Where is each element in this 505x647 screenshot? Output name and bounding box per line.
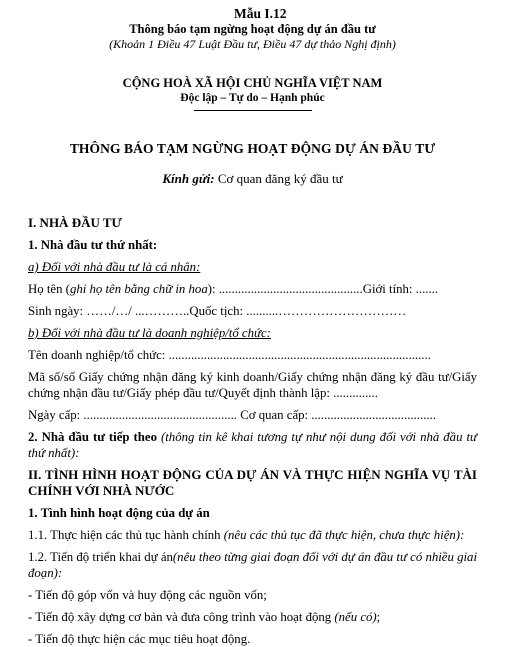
birth-nationality-line: Sinh ngày: ……/…/ ...………..Quốc tịch: ..........…………………………: [28, 304, 407, 318]
nation-name: CỘNG HOÀ XÃ HỘI CHỦ NGHĨA VIỆT NAM: [122, 76, 383, 90]
next-investor-line: [28, 429, 477, 461]
investor-1-heading: 1. Nhà đầu tư thứ nhất:: [28, 238, 158, 252]
bullet-objectives-progress: - Tiến độ thực hiện các mục tiêu hoạt động.: [28, 632, 251, 646]
name-hint: ghi họ tên bằng chữ in hoa: [69, 282, 208, 296]
bullet-construction-progress: [28, 609, 477, 625]
bullet-2-text: - Tiến độ xây dựng cơ bản và đưa công trình vào hoạt động: [28, 610, 335, 624]
section-1-heading: I. NHÀ ĐẦU TƯ: [28, 215, 122, 230]
item-1-2-note: (nêu theo từng giai đoạn đối với dự án đầu tư có nhiều giai đoạn):: [28, 550, 477, 580]
activity-heading: 1. Tình hình hoạt động của dự án: [28, 506, 210, 520]
nation-motto: Độc lập – Tự do – Hạnh phúc: [180, 92, 325, 104]
item-1-1-label: 1.1. Thực hiện các thủ tục hành chính: [28, 528, 224, 542]
item-1-2: [28, 549, 477, 581]
name-gender-line: [28, 281, 477, 297]
item-1-1: [28, 527, 477, 543]
bullet-2-note: (nếu có): [334, 610, 377, 624]
org-investor-heading: b) Đối với nhà đầu tư là doanh nghiệp/tổ chức:: [28, 326, 271, 340]
individual-investor-heading: a) Đối với nhà đầu tư là cá nhân:: [28, 260, 201, 274]
name-fill: ): .............................................Giới tính: .......: [207, 282, 439, 296]
next-investor-note: (thông tin kê khai tương tự như nội dung đối với nhà đầu tư thứ nhất):: [28, 430, 477, 460]
certificate-line: Mã số/số Giấy chứng nhận đăng ký kinh doanh/Giấy chứng nhận đăng ký đầu tư/Giấy chứng nhận đầu tư/Giấy phép đầu tư/Quyết định thành lập: ..............: [28, 370, 477, 400]
bullet-2-end: ;: [376, 610, 381, 624]
document-title: THÔNG BÁO TẠM NGỪNG HOẠT ĐỘNG DỰ ÁN ĐẦU TƯ: [69, 141, 436, 156]
issue-date-line: Ngày cấp: ................................................ Cơ quan cấp: .......................................: [28, 408, 437, 422]
motto-underline: [194, 110, 312, 111]
item-1-2-label: 1.2. Tiến độ triển khai dự án: [28, 550, 173, 564]
recipient-label: Kính gửi:: [162, 171, 215, 186]
form-number: Mẫu I.12: [234, 6, 287, 21]
recipient-value: Cơ quan đăng ký đầu tư: [214, 171, 343, 186]
recipient-line: [28, 171, 477, 187]
org-name-line: Tên doanh nghiệp/tổ chức: ..................................................................................: [28, 348, 431, 362]
section-2-heading: II. TÌNH HÌNH HOẠT ĐỘNG CỦA DỰ ÁN VÀ THỰC HIỆN NGHĨA VỤ TÀI CHÍNH VỚI NHÀ NƯỚC: [28, 467, 477, 498]
bullet-capital-progress: - Tiến độ góp vốn và huy động các nguồn vốn;: [28, 588, 267, 602]
next-investor-label: 2. Nhà đầu tư tiếp theo: [28, 430, 157, 444]
item-1-1-note: (nêu các thủ tục đã thực hiện, chưa thực hiện):: [223, 528, 465, 542]
form-title: Thông báo tạm ngừng hoạt động dự án đầu tư: [129, 22, 376, 36]
form-reference: (Khoản 1 Điều 47 Luật Đầu tư, Điều 47 dự thảo Nghị định): [109, 37, 396, 51]
name-label: Họ tên (: [28, 282, 70, 296]
